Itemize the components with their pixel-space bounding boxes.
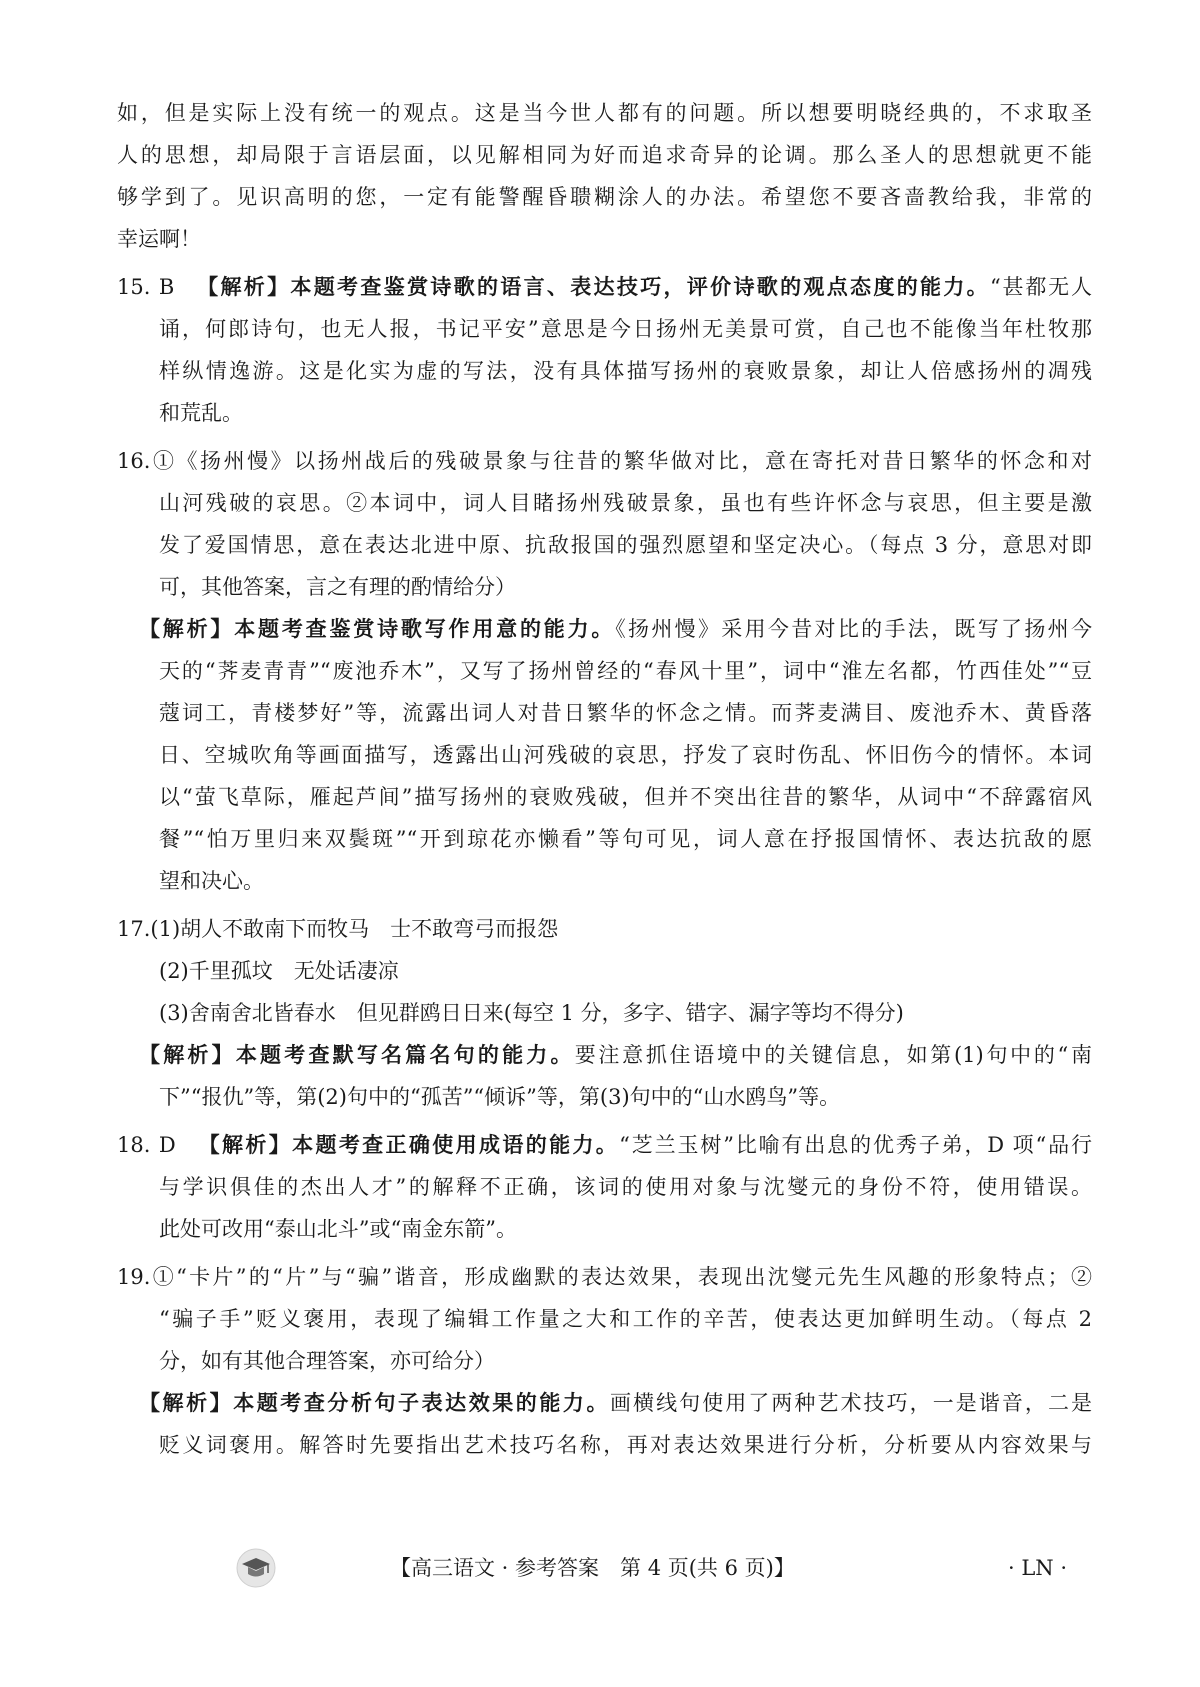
q15-line-4: 和荒乱。 <box>159 401 243 425</box>
q15-line-2: 诵，何郎诗句，也无人报，书记平安”意思是今日扬州无美景可赏，自己也不能像当年杜牧那 <box>159 317 1092 341</box>
q17-text: (1)胡人不敢南下而牧马 士不敢弯弓而报怨 <box>150 917 559 941</box>
q17-number: 17. <box>117 917 151 941</box>
q16-analysis-line-7: 望和决心。 <box>159 869 264 893</box>
q19-number: 19. <box>117 1265 151 1289</box>
q17-analysis-line-2: 下”“报仇”等，第(2)句中的“孤苦”“倾诉”等，第(3)句中的“山水鸥鸟”等。 <box>159 1085 841 1109</box>
text-line: 人的思想，却局限于言语层面，以见解相同为好而追求奇异的论调。那么圣人的思想就更不能 <box>117 143 1092 167</box>
q18-line-2: 与学识俱佳的杰出人才”的解释不正确，该词的使用对象与沈燮元的身份不符，使用错误。 <box>159 1175 1092 1199</box>
q15-text: “甚都无人 <box>989 275 1092 299</box>
q15-analysis-tag: 【解析】本题考查鉴赏诗歌的语言、表达技巧，评价诗歌的观点态度的能力。 <box>195 275 990 299</box>
q16-line-3: 发了爱国情思，意在表达北进中原、抗敌报国的强烈愿望和坚定决心。（每点 3 分，意思对即 <box>159 533 1092 557</box>
q19-analysis-text: 画横线句使用了两种艺术技巧，一是谐音，二是 <box>610 1391 1092 1415</box>
q17-analysis-tag: 【解析】本题考查默写名篇名句的能力。 <box>139 1043 575 1067</box>
q17-line-3: (3)舍南舍北皆春水 但见群鸥日日来(每空 1 分，多字、错字、漏字等均不得分) <box>159 1001 904 1025</box>
q17-line-1 <box>117 908 1092 950</box>
q16-text: ①《扬州慢》以扬州战后的残破景象与往昔的繁华做对比，意在寄托对昔日繁华的怀念和对 <box>150 449 1092 473</box>
q15-line-1 <box>117 266 1092 308</box>
page-footer <box>0 1548 1200 1588</box>
footer-region-code: · LN · <box>1008 1556 1068 1580</box>
q15-number: 15. B <box>117 275 175 299</box>
text-line: 如，但是实际上没有统一的观点。这是当今世人都有的问题。所以想要明晓经典的，不求取圣 <box>117 101 1092 125</box>
q17-line-2: (2)千里孤坟 无处话凄凉 <box>159 959 399 983</box>
q16-line-4: 可，其他答案，言之有理的酌情给分） <box>159 575 516 599</box>
q19-analysis-line-2: 贬义词褒用。解答时先要指出艺术技巧名称，再对表达效果进行分析，分析要从内容效果与 <box>159 1433 1092 1457</box>
q19-analysis-tag: 【解析】本题考查分析句子表达效果的能力。 <box>139 1391 610 1415</box>
q16-line-1 <box>117 440 1092 482</box>
q16-analysis-line-6: 餐”“怕万里归来双鬓斑”“开到琼花亦懒看”等句可见，词人意在抒报国情怀、表达抗敌的愿 <box>159 827 1092 851</box>
q16-number: 16. <box>117 449 151 473</box>
q18-number: 18. D <box>117 1133 176 1157</box>
q16-analysis-line-4: 日、空城吹角等画面描写，透露出山河残破的哀思，抒发了哀时伤乱、怀旧伤今的情怀。本词 <box>159 743 1092 767</box>
q17-analysis-line-1 <box>117 1034 1092 1076</box>
answer-page <box>117 92 1092 1466</box>
footer-page-info: 【高三语文 · 参考答案 第 4 页(共 6 页)】 <box>390 1556 795 1580</box>
q19-text: ①“卡片”的“片”与“骗”谐音，形成幽默的表达效果，表现出沈燮元先生风趣的形象特点；② <box>150 1265 1092 1289</box>
q19-line-3: 分，如有其他合理答案，亦可给分） <box>159 1349 495 1373</box>
q16-analysis-line-3: 蔻词工，青楼梦好”等，流露出词人对昔日繁华的怀念之情。而荠麦满目、废池乔木、黄昏落 <box>159 701 1092 725</box>
q18-line-1 <box>117 1124 1092 1166</box>
q18-line-3: 此处可改用“泰山北斗”或“南金东箭”。 <box>159 1217 517 1241</box>
q16-line-2: 山河残破的哀思。②本词中，词人目睹扬州残破景象，虽也有些许怀念与哀思，但主要是激 <box>159 491 1092 515</box>
graduation-cap-icon <box>236 1548 276 1588</box>
q18-text: “芝兰玉树”比喻有出息的优秀子弟，D 项“品行 <box>619 1133 1092 1157</box>
q19-analysis-line-1 <box>117 1382 1092 1424</box>
q15-line-3: 样纵情逸游。这是化实为虚的写法，没有具体描写扬州的衰败景象，却让人倍感扬州的凋残 <box>159 359 1092 383</box>
q16-analysis-text: 《扬州慢》采用今昔对比的手法，既写了扬州今 <box>615 617 1092 641</box>
q17-analysis-text: 要注意抓住语境中的关键信息，如第(1)句中的“南 <box>574 1043 1092 1067</box>
q16-analysis-line-5: 以“萤飞草际，雁起芦间”描写扬州的衰败残破，但并不突出往昔的繁华，从词中“不辞露宿风 <box>159 785 1092 809</box>
q18-analysis-tag: 【解析】本题考查正确使用成语的能力。 <box>196 1133 620 1157</box>
text-line: 够学到了。见识高明的您，一定有能警醒昏聩糊涂人的办法。希望您不要吝啬教给我，非常的 <box>117 185 1092 209</box>
q16-analysis-line-2: 天的“荠麦青青”“废池乔木”，又写了扬州曾经的“春风十里”，词中“淮左名都，竹西佳处”“豆 <box>159 659 1092 683</box>
q16-analysis-line-1 <box>117 608 1092 650</box>
q19-line-1 <box>117 1256 1092 1298</box>
q19-line-2: “骗子手”贬义褒用，表现了编辑工作量之大和工作的辛苦，使表达更加鲜明生动。（每点 2 <box>159 1307 1092 1331</box>
text-line: 幸运啊！ <box>117 227 201 251</box>
q16-analysis-tag: 【解析】本题考查鉴赏诗歌写作用意的能力。 <box>139 617 616 641</box>
